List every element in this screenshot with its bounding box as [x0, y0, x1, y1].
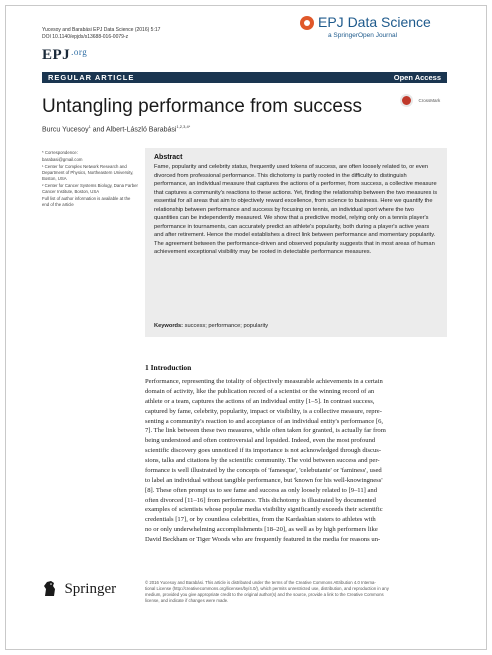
license-line: medium, provided you give appropriate credit to the original author(s) and the source, provide a link to the Creative Commons [145, 592, 384, 597]
epj-circle-icon [300, 16, 314, 30]
open-access-label: Open Access [393, 73, 441, 82]
body-line: domain of activity, like the publication record of a scientist or the winning record of an [145, 387, 375, 395]
crossmark-label: CrossMark [418, 98, 441, 104]
citation-line: Yucesoy and Barabási EPJ Data Science (2016) 5:17 [42, 27, 161, 33]
keywords-value: success; performance; popularity [184, 323, 269, 329]
author-list [42, 124, 190, 133]
affiliation-note: Full list of author information is available at the end of the article [42, 196, 131, 207]
journal-name: EPJ Data Science [318, 14, 431, 30]
body-line: Performance, representing the totality of objectively measurable achievements in a certain [145, 378, 383, 385]
introduction-body [145, 377, 447, 545]
author-affiliation-marker: 1 [88, 124, 91, 129]
author-name[interactable]: Albert-László Barabási [106, 126, 177, 134]
abstract-box [145, 148, 447, 337]
body-line: credentials [17], or by countless celebrities, from the Kardashian sisters to athletes with [145, 516, 376, 524]
keywords-label: Keywords: [154, 323, 184, 329]
crossmark-button[interactable] [400, 92, 440, 110]
abstract-text: Fame, popularity and celebrity status, frequently used tokens of success, are often loosely related to, or even divorced from professional performance. This dichotomy is partly rooted in the difficulty to distinguish performance, an individual measure that captures the actions of a performer, from success, a collective measure that captures a community's reactions to these actions. Yet, finding the relationship between the two measures is essential for all areas that aim to objectively reward excellence, from science to business. Here we quantify the relationship between performance and success by focusing on tennis, an individual sport where the two quantities can be independently measured. We show that a predictive model, relying only on a tennis player's performance in tournaments, can accurately predict an athlete's popularity, both during a player's active years and after retirement. Hence the model establishes a direct link between performance and momentary popularity. The agreement between the performance-driven and observed popularity suggests that in most areas of human achievement exceptional visibility may be rooted in detectable performance measures. [154, 164, 438, 255]
body-line: scientific discovery goes unnoticed if its importance is not acknowledged through discus- [145, 447, 382, 455]
journal-subtitle: a SpringerOpen Journal [328, 32, 398, 39]
citation-block [42, 27, 160, 41]
body-line: formance is well illustrated by the concepts of 'famesque', 'celebutante' or 'faminess', used [145, 466, 382, 474]
affiliations [42, 150, 138, 209]
body-line: senting a community's reaction to and acceptance of an individual entity's performance [6, [145, 417, 384, 425]
epj-logo-suffix: .org [71, 47, 88, 57]
author-name[interactable]: Burcu Yucesoy [42, 126, 89, 134]
body-line: [8]. These often prompt us to see fame and success as only loosely related to [9–11] and [145, 486, 377, 494]
springer-logo[interactable] [42, 580, 116, 598]
body-line: examples of scientists whose popular media visibility significantly exceeds their scientific [145, 506, 383, 514]
license-text [145, 580, 447, 604]
body-line: 7]. The link between these two measures, while often taken for granted, is actually far from [145, 427, 386, 435]
article-title: Untangling performance from success [42, 96, 362, 117]
keywords [154, 323, 268, 329]
body-line: sions, talks and citations by the scientific community. The void between success and per- [145, 457, 380, 464]
body-line: being understood and often controversial and lopsided. Indeed, even the most profound [145, 437, 376, 445]
article-type-label: REGULAR ARTICLE [48, 73, 135, 82]
affiliation-1: ¹ Center for Complex Network Research and Department of Physics, Northeastern University, Boston, USA [42, 164, 134, 181]
body-line: often divorced [11–16] from performance. This dichotomy is illustrated by documented [145, 496, 376, 504]
license-line: license, and indicate if changes were made. [145, 598, 229, 603]
section-heading: 1 Introduction [145, 363, 192, 372]
correspondence-label: * Correspondence: [42, 150, 78, 155]
body-line: athlete or a team, captures the actions of an individual entity [1–5]. In contrast success, [145, 397, 375, 405]
abstract-heading: Abstract [154, 154, 183, 161]
author-affiliation-marker: 1,2,3,4* [176, 124, 191, 129]
epj-logo[interactable] [42, 47, 87, 64]
crossmark-icon [400, 94, 413, 107]
license-line: © 2016 Yucesoy and Barabási. This article is distributed under the terms of the Creative Commons Attribution 4.0 Interna- [145, 580, 376, 585]
correspondence-email[interactable]: barabasi@gmail.com [42, 157, 83, 162]
author-joiner: and [90, 126, 106, 134]
body-line: to label an individual without tangible performance, but 'known for his well-knowingness' [145, 476, 383, 484]
article-type-banner [42, 72, 447, 83]
affiliation-2: ² Center for Cancer Systems Biology, Dana Farber Cancer Institute, Boston, USA [42, 183, 138, 194]
springer-wordmark: Springer [64, 580, 117, 597]
epj-logo-text: EPJ [42, 47, 71, 63]
body-line: David Beckham or Tiger Woods who are frequently featured in the media for reasons un- [145, 536, 381, 543]
doi-line[interactable]: DOI 10.1140/epjds/s13688-016-0079-z [42, 34, 129, 40]
springer-horse-icon [42, 580, 58, 598]
license-line: tional License (http://creativecommons.org/licenses/by/4.0/), which permits unrestricted use, distribution, and reproduction in any [145, 586, 389, 591]
body-line: no or only underwhelming accomplishments [18–20], as well as by high performers like [145, 526, 378, 534]
body-line: captured by fame, celebrity, popularity, impact or visibility, is a collective measure, repre- [145, 407, 382, 415]
